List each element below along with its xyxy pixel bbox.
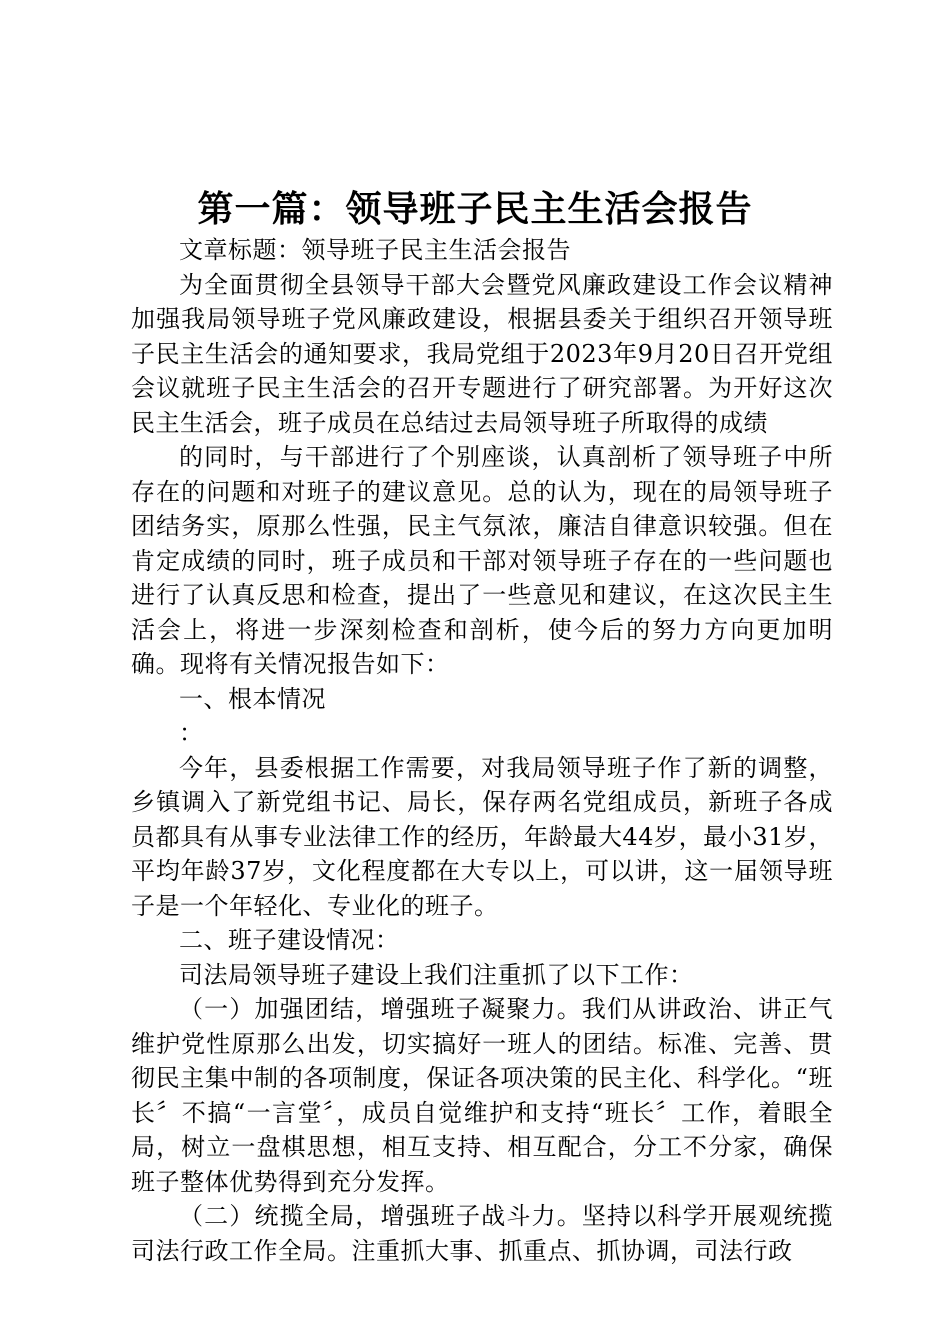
section-heading-team-building: 二、班子建设情况： [179, 926, 400, 954]
section-heading-basic: 一、根本情况 [179, 684, 326, 713]
paragraph-unity: （一）加强团结，增强班子凝聚力。我们从讲政治、讲正气维护党性原那么出发，切实搞好一班人的团结。标准、完善、贯彻民主集中制的各项制度，保证各项决策的民主化、科学化。“班长〞不搞“一言堂〞，成员自觉维护和支持“班长〞工作，着眼全局，树立一盘棋思想，相互支持、相互配合，分工不分家，确保班子整体优势得到充分发挥。 [131, 995, 833, 1196]
paragraph-basic-situation: 今年，县委根据工作需要，对我局领导班子作了新的调整，乡镇调入了新党组书记、局长，保存两名党组成员，新班子各成员都具有从事专业法律工作的经历，年龄最大44岁，最小31岁，平均年龄37岁，文化程度都在大专以上，可以讲，这一届领导班子是一个年轻化、专业化的班子。 [131, 753, 833, 920]
paragraph-intro: 为全面贯彻全县领导干部大会暨党风廉政建设工作会议精神加强我局领导班子党风廉政建设，根据县委关于组织召开领导班子民主生活会的通知要求，我局党组于2023年9月20日召开党组会议就班子民主生活会的召开专题进行了研究部署。为开好这次民主生活会，班子成员在总结过去局领导班子所取得的成绩 [131, 270, 833, 437]
paragraph-continuation: 的同时，与干部进行了个别座谈，认真剖析了领导班子中所存在的问题和对班子的建议意见。总的认为，现在的局领导班子团结务实，原那么性强，民主气氛浓，廉洁自律意识较强。但在肯定成绩的同时，班子成员和干部对领导班子存在的一些问题也进行了认真反思和检查，提出了一些意见和建议，在这次民主生活会上，将进一步深刻检查和剖析，使今后的努力方向更加明确。现将有关情况报告如下： [131, 443, 833, 678]
paragraph-overall: （二）统揽全局，增强班子战斗力。坚持以科学开展观统揽司法行政工作全局。注重抓大事、抓重点、抓协调，司法行政 [131, 1202, 833, 1265]
colon-line: ： [179, 719, 204, 747]
document-title: 第一篇：领导班子民主生活会报告 [197, 188, 753, 230]
paragraph-team-building-intro: 司法局领导班子建设上我们注重抓了以下工作： [179, 960, 694, 989]
document-body [131, 233, 833, 1268]
article-title-line: 文章标题：领导班子民主生活会报告 [179, 236, 571, 264]
